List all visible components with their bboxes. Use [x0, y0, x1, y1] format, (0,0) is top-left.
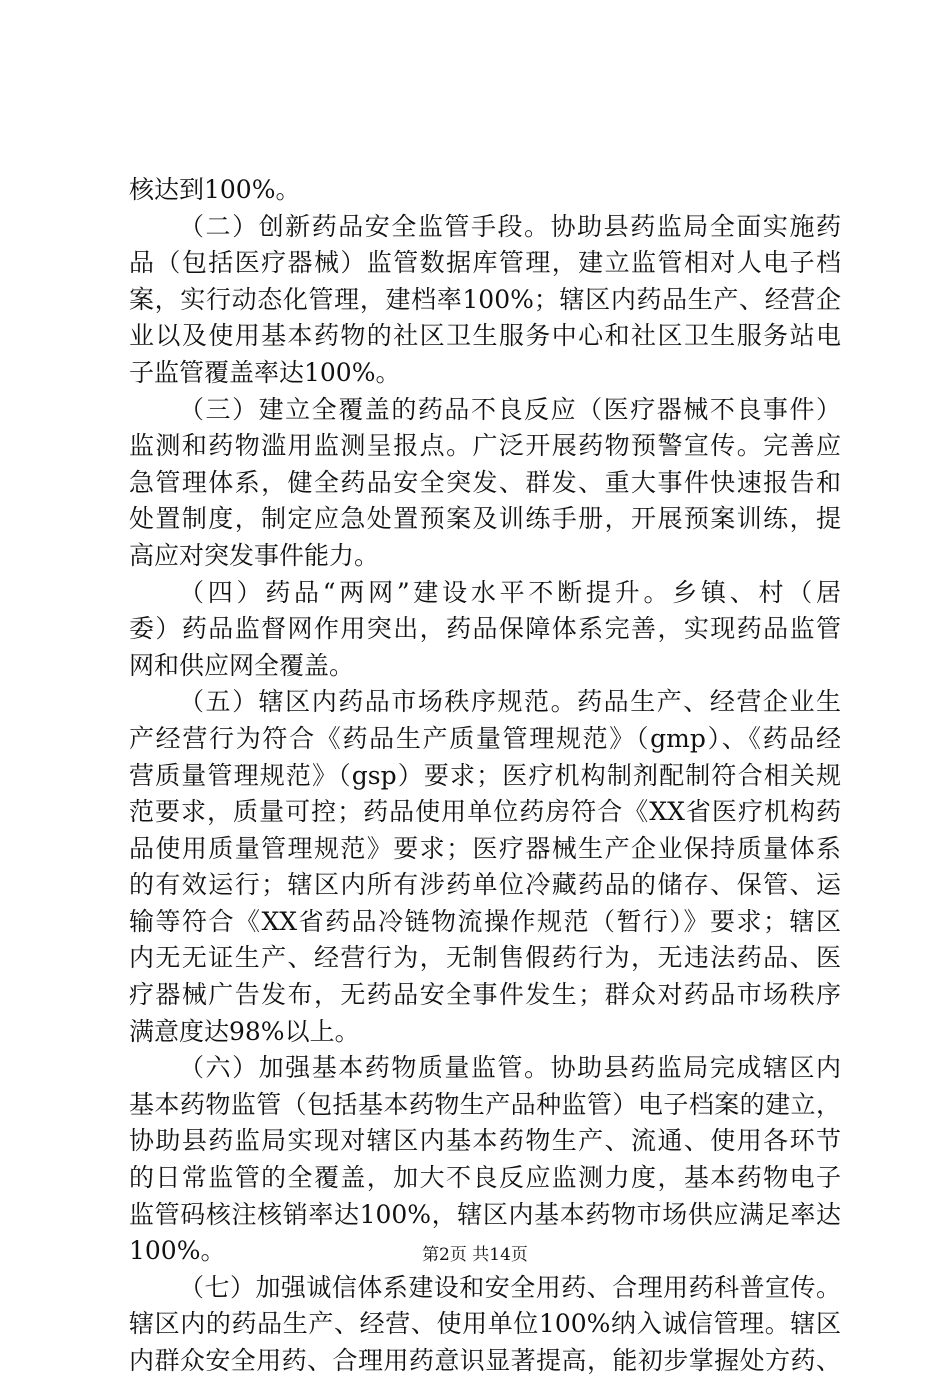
text-line: 满意度达98%以上。 [129, 1016, 360, 1046]
text-line: 监测和药物滥用监测呈报点。广泛开展药物预警宣传。完善应 [129, 431, 841, 461]
text-line: 品（包括医疗器械）监管数据库管理，建立监管相对人电子档 [129, 248, 841, 278]
text-line: 营质量管理规范》（gsp）要求；医疗机构制剂配制符合相关规 [129, 760, 841, 790]
text-line: （四）药品“两网”建设水平不断提升。乡镇、村（居 [179, 577, 841, 607]
text-line: 辖区内的药品生产、经营、使用单位100%纳入诚信管理。辖区 [129, 1309, 841, 1339]
text-line: 基本药物监管（包括基本药物生产品种监管）电子档案的建立， [129, 1089, 841, 1119]
text-line: 急管理体系，健全药品安全突发、群发、重大事件快速报告和 [129, 467, 841, 497]
text-line: （七）加强诚信体系建设和安全用药、合理用药科普宣传。 [179, 1272, 841, 1302]
text-line: 范要求，质量可控；药品使用单位药房符合《XX省医疗机构药 [129, 797, 841, 827]
text-line: 委）药品监督网作用突出，药品保障体系完善，实现药品监管 [129, 614, 841, 644]
text-line: （三）建立全覆盖的药品不良反应（医疗器械不良事件） [179, 394, 841, 424]
text-line: 核达到100%。 [129, 175, 301, 204]
text-line: 品使用质量管理规范》要求；医疗器械生产企业保持质量体系 [129, 833, 841, 863]
text-line: 产经营行为符合《药品生产质量管理规范》（gmp）、《药品经 [129, 723, 841, 753]
text-line: 输等符合《XX省药品冷链物流操作规范（暂行）》要求；辖区 [129, 906, 841, 936]
text-line: 处置制度，制定应急处置预案及训练手册，开展预案训练，提 [129, 504, 841, 534]
text-line: 协助县药监局实现对辖区内基本药物生产、流通、使用各环节 [129, 1126, 841, 1156]
text-line: 疗器械广告发布，无药品安全事件发生；群众对药品市场秩序 [129, 980, 841, 1010]
text-line: 的日常监管的全覆盖，加大不良反应监测力度，基本药物电子 [129, 1163, 841, 1193]
text-line: 100%。 [129, 1236, 226, 1266]
text-line: 监管码核注核销率达100%，辖区内基本药物市场供应满足率达 [129, 1199, 841, 1229]
text-line: （二）创新药品安全监管手段。协助县药监局全面实施药 [179, 211, 841, 241]
text-line: 高应对突发事件能力。 [129, 540, 380, 570]
text-line: 内无无证生产、经营行为，无制售假药行为，无违法药品、医 [129, 943, 841, 973]
text-line: （六）加强基本药物质量监管。协助县药监局完成辖区内 [179, 1053, 841, 1083]
text-line: 网和供应网全覆盖。 [129, 650, 355, 680]
text-line: 子监管覆盖率达100%。 [129, 357, 401, 387]
text-line: （五）辖区内药品市场秩序规范。药品生产、经营企业生 [179, 687, 841, 717]
text-line: 的有效运行；辖区内所有涉药单位冷藏药品的储存、保管、运 [129, 870, 841, 900]
text-line: 案，实行动态化管理，建档率100%；辖区内药品生产、经营企 [129, 284, 841, 314]
page-footer: 第2页 共14页 [422, 1245, 528, 1265]
document-body [129, 172, 841, 1380]
text-line: 业以及使用基本药物的社区卫生服务中心和社区卫生服务站电 [129, 321, 841, 351]
text-line: 内群众安全用药、合理用药意识显著提高，能初步掌握处方药、 [129, 1346, 841, 1375]
